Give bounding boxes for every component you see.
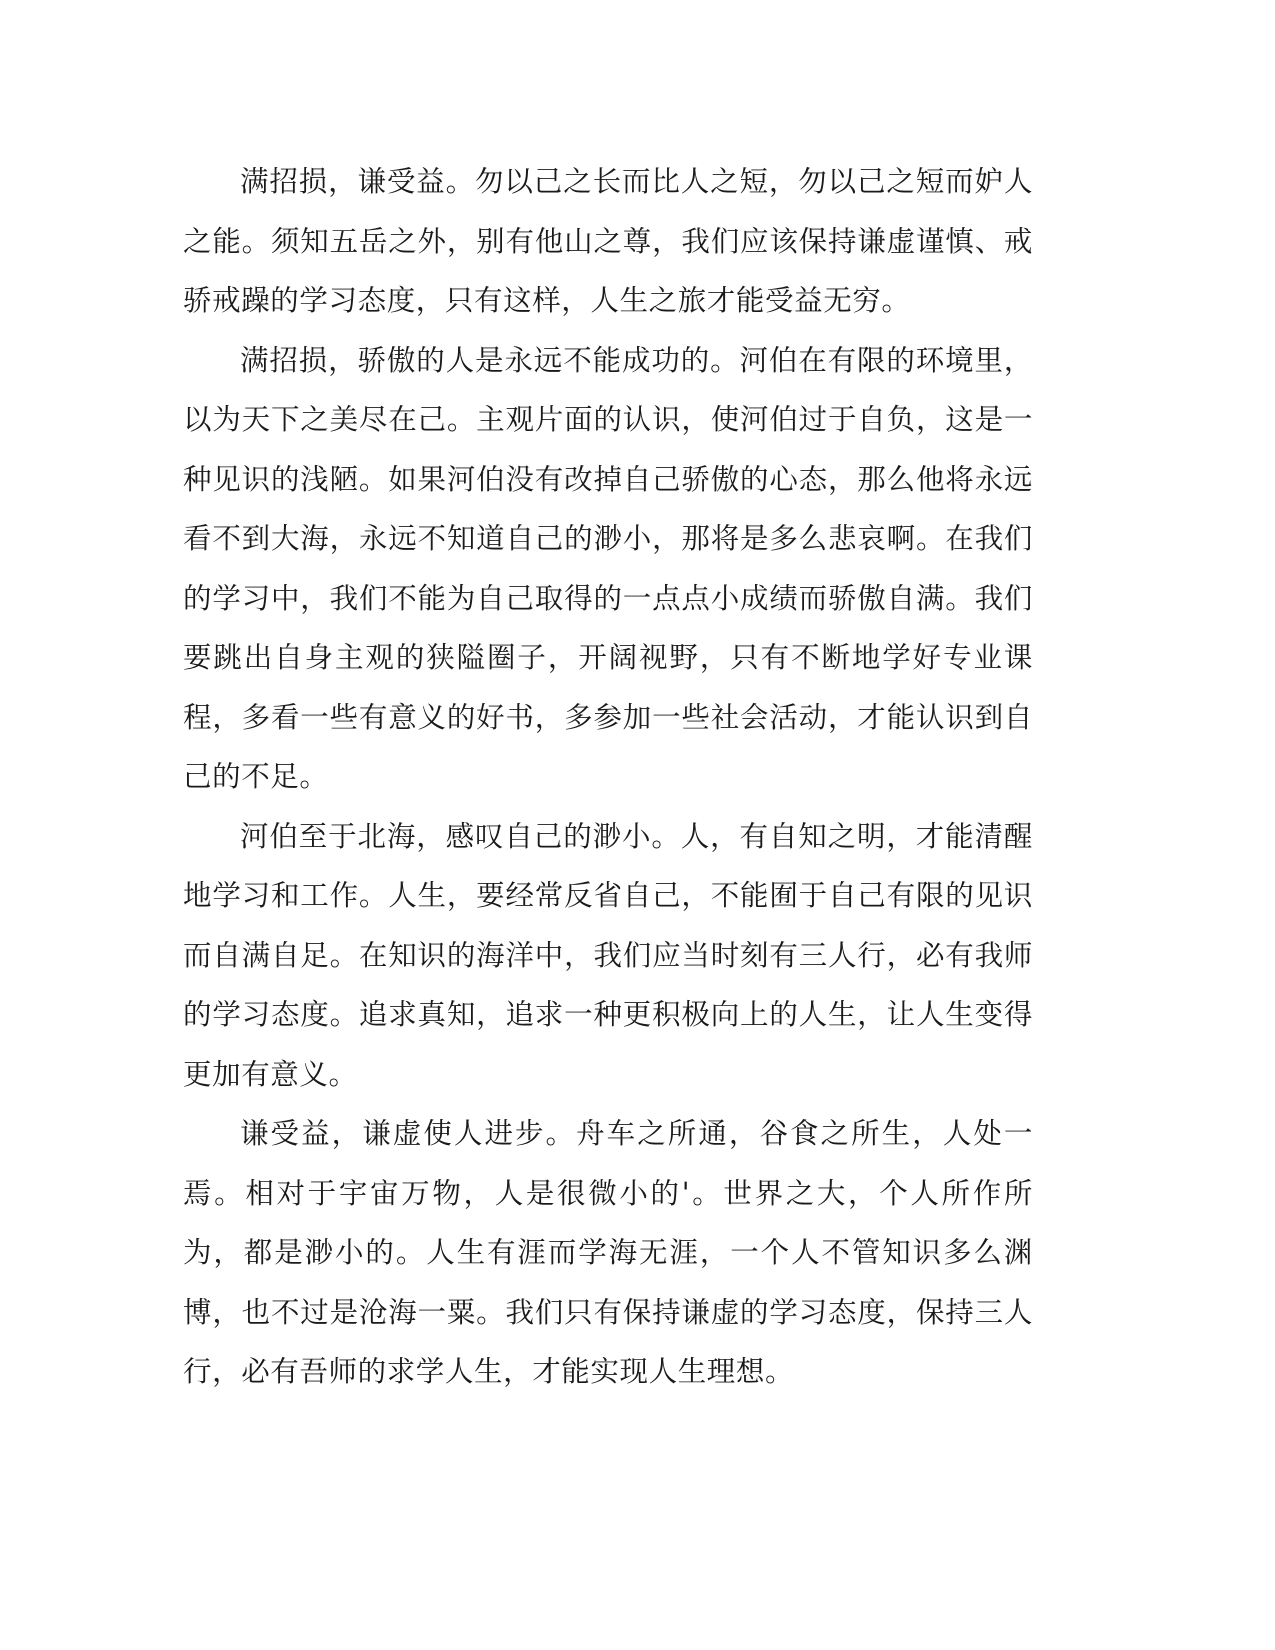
paragraph-4: 谦受益，谦虚使人进步。舟车之所通，谷食之所生，人处一焉。相对于宇宙万物，人是很微小的'。世界之大，个人所作所为，都是渺小的。人生有涯而学海无涯，一个人不管知识多么渊博，也不过是沧海一粟。我们只有保持谦虚的学习态度，保持三人行，必有吾师的求学人生，才能实现人生理想。 <box>183 1117 1033 1388</box>
paragraph-2: 满招损，骄傲的人是永远不能成功的。河伯在有限的环境里，以为天下之美尽在己。主观片面的认识，使河伯过于自负，这是一种见识的浅陋。如果河伯没有改掉自己骄傲的心态，那么他将永远看不到大海，永远不知道自己的渺小，那将是多么悲哀啊。在我们的学习中，我们不能为自己取得的一点点小成绩而骄傲自满。我们要跳出自身主观的狭隘圈子，开阔视野，只有不断地学好专业课程，多看一些有意义的好书，多参加一些社会活动，才能认识到自己的不足。 <box>183 343 1033 793</box>
document-body <box>183 152 1033 1402</box>
paragraph-1: 满招损，谦受益。勿以己之长而比人之短，勿以己之短而妒人之能。须知五岳之外，别有他山之尊，我们应该保持谦虚谨慎、戒骄戒躁的学习态度，只有这样，人生之旅才能受益无穷。 <box>183 165 1033 317</box>
paragraph-3: 河伯至于北海，感叹自己的渺小。人，有自知之明，才能清醒地学习和工作。人生，要经常反省自己，不能囿于自己有限的见识而自满自足。在知识的海洋中，我们应当时刻有三人行，必有我师的学习态度。追求真知，追求一种更积极向上的人生，让人生变得更加有意义。 <box>183 819 1033 1091</box>
